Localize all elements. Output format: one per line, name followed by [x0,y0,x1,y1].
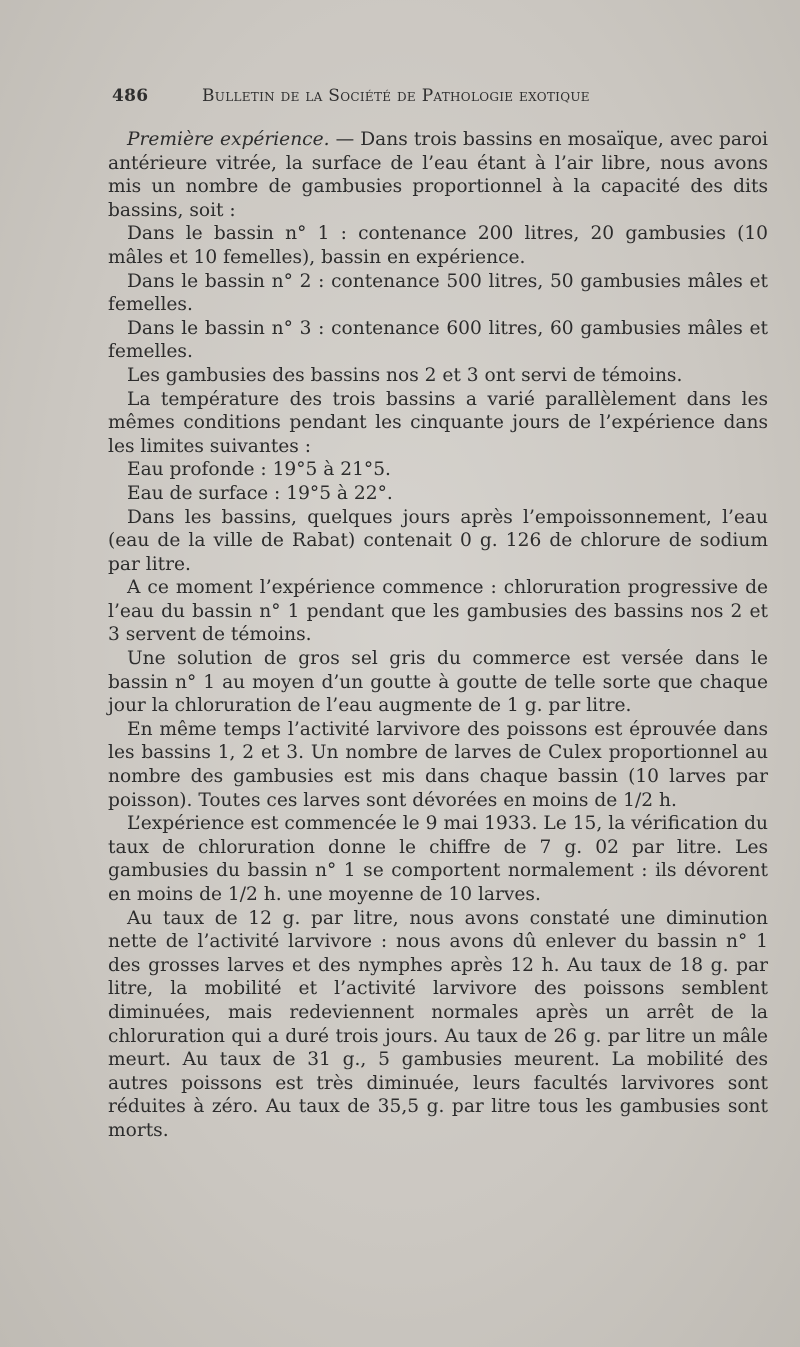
running-head [112,86,692,112]
paragraph-results: Au taux de 12 g. par litre, nous avons constaté une diminution nette de l’activité larvivore : nous avons dû enlever du bassin n° 1 des grosses larves et des nymphes après 12 h. Au taux de 18 g. par litre, la mobilité et l’activité larvivore des poissons semblent diminuées, mais redeviennent normales après un arrêt de la chloruration qui a duré trois jours. Au taux de 26 g. par litre un mâle meurt. Au taux de 31 g., 5 gambusies meurent. La mobilité des autres poissons est très diminuée, leurs facultés larvivores sont réduites à zéro. Au taux de 35,5 g. par litre tous les gambusies sont morts. [108,907,768,1141]
paragraph-chloruration-start: A ce moment l’expérience commence : chloruration progressive de l’eau du bassin n° 1 pendant que les gambusies des bassins nos 2 et 3 servent de témoins. [108,577,768,646]
experiment-heading: Première expérience. [127,129,330,150]
paragraph-controls: Les gambusies des bassins nos 2 et 3 ont servi de témoins. [127,364,683,386]
paragraph-first-experiment [108,128,768,222]
journal-title: Bulletin de la Société de Pathologie exotique [202,86,590,106]
page-number: 486 [112,86,149,106]
paragraph-experiment-dates: L’expérience est commencée le 9 mai 1933. Le 15, la vérification du taux de chloruration donne le chiffre de 7 g. 02 par litre. Les gambusies du bassin n° 1 se comportent normalement : ils dévorent en moins de 1/2 h. une moyenne de 10 larves. [108,813,768,905]
paragraph-larvivore-activity: En même temps l’activité larvivore des poissons est éprouvée dans les bassins 1, 2 et 3. Un nombre de larves de Culex proportionnel au nombre des gambusies est mis dans chaque bassin (10 larves par poisson). Toutes ces larves sont dévorées en moins de 1/2 h. [108,718,768,811]
paragraph-surface-water: Eau de surface : 19°5 à 22°. [127,482,393,504]
paragraph-basin-2: Dans le bassin n° 2 : contenance 500 litres, 50 gambusies mâles et femelles. [108,270,768,316]
paragraph-initial-salinity: Dans les bassins, quelques jours après l’empoissonnement, l’eau (eau de la ville de Rabat) contenait 0 g. 126 de chlorure de sodium par litre. [108,506,768,575]
paragraph-deep-water: Eau profonde : 19°5 à 21°5. [127,459,391,481]
paragraph-basin-1: Dans le bassin n° 1 : contenance 200 litres, 20 gambusies (10 mâles et 10 femelles), bassin en expérience. [108,223,768,268]
paragraph-salt-solution: Une solution de gros sel gris du commerce est versée dans le bassin n° 1 au moyen d’un goutte à goutte de telle sorte que chaque jour la chloruration de l’eau augmente de 1 g. par litre. [108,648,768,717]
body-text [108,128,768,1143]
paragraph-basin-3: Dans le bassin n° 3 : contenance 600 litres, 60 gambusies mâles et femelles. [108,317,768,363]
paragraph-temperature: La température des trois bassins a varié parallèlement dans les mêmes conditions pendant les cinquante jours de l’expérience dans les limites suivantes : [108,388,768,457]
paragraph-text: — Dans trois bassins en mosaïque, avec paroi antérieure vitrée, la surface de l’eau étant à l’air libre, nous avons mis un nombre de gambusies proportionnel à la capacité des dits bassins, soit : [108,129,768,221]
